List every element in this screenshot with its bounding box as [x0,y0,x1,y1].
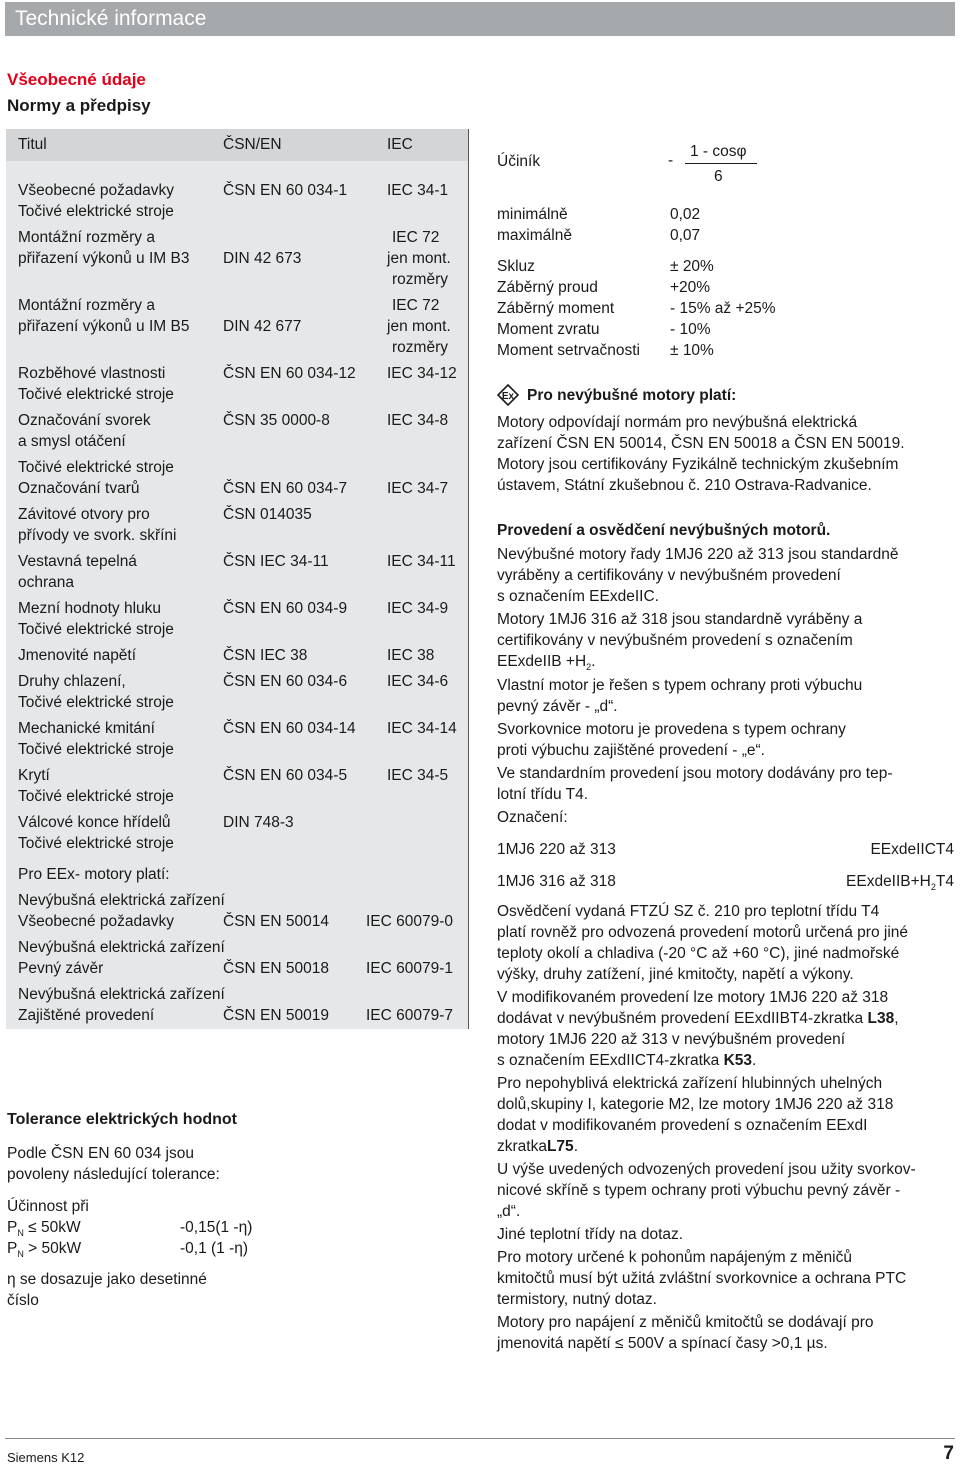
design-text: dodat v modifikovaném provedení s označením EExdI [497,1117,868,1134]
norm-iec: IEC 34-9 [387,600,449,617]
norm-title: Montážní rozměry a [18,297,155,314]
marking-motor: 1MJ6 220 až 313 [497,841,616,858]
tolerance-title: Tolerance elektrických hodnot [7,1111,237,1128]
power-factor-label: Účiník [497,153,541,170]
eex-csn: ČSN EN 50018 [223,960,329,977]
ex-text-line: Motory odpovídají normám pro nevýbušná elektrická [497,414,858,431]
efficiency-label: Účinnost při [7,1198,89,1215]
design-text: platí rovněž pro odvozená provedení motorů určená pro jiné [497,924,908,941]
norm-iec: IEC 34-12 [387,365,457,382]
norm-csn: ČSN EN 60 034-5 [223,767,348,784]
efficiency-value-1: -0,15(1 -η) [180,1219,253,1236]
norm-iec: IEC 72 [392,297,440,314]
tol-label: Moment setrvačnosti [497,342,640,359]
norm-title: Mechanické kmitání [18,720,155,737]
norm-iec: IEC 34-14 [387,720,457,737]
tol-label: Moment zvratu [497,321,600,338]
design-text: Svorkovnice motoru je provedena s typem ochrany [497,721,846,738]
eta-note: číslo [7,1292,39,1309]
norm-iec: jen mont. [387,318,451,335]
design-text: certifikovány v nevýbušném provedení s označením [497,632,853,649]
marking-code-b: T4 [935,873,954,890]
abbreviation-l38: L38 [867,1010,895,1027]
ex-icon [497,384,519,406]
design-text: kmitočtů musí být užitá zvláštní svorkovnice a ochrana PTC [497,1270,907,1287]
eex-line: Nevýbušná elektrická zařízení [18,939,225,956]
design-text-end: . [573,1138,578,1155]
norm-title: ochrana [18,574,75,591]
tolerance-intro: povoleny následující tolerance: [7,1166,220,1183]
norm-csn: DIN 748-3 [223,814,294,831]
norm-title: Rozběhové vlastnosti [18,365,166,382]
norm-iec: rozměry [392,339,448,356]
norm-title: Označování tvarů [18,480,140,497]
design-text: proti výbuchu zajištěné provedení - „e“. [497,742,765,759]
ex-text-line: ústavem, Státní zkušebnou č. 210 Ostrava-Radvanice. [497,477,872,494]
design-title: Provedení a osvědčení nevýbušných motorů. [497,522,831,539]
norm-title: Závitové otvory pro [18,506,150,523]
norm-title: Krytí [18,767,50,784]
norm-csn: ČSN 35 0000-8 [223,412,330,429]
col-header-iec: IEC [387,136,413,153]
tol-label: Skluz [497,258,535,275]
norm-title: Točivé elektrické stroje [18,741,174,758]
norm-csn: ČSN EN 60 034-7 [223,480,348,497]
norm-csn: ČSN EN 60 034-6 [223,673,348,690]
eex-line: Nevýbušná elektrická zařízení [18,892,225,909]
norm-iec: IEC 34-6 [387,673,449,690]
section-title: Všeobecné údaje [7,70,146,89]
eex-line: Zajištěné provedení [18,1007,155,1024]
design-text: motory 1MJ6 220 až 313 v nevýbušném provedení [497,1031,846,1048]
norm-csn: ČSN EN 60 034-14 [223,720,356,737]
design-text: Vlastní motor je řešen s typem ochrany proti výbuchu [497,677,863,694]
norm-title: přívody ve svork. skříni [18,527,177,544]
design-text: pevný závěr - „d“. [497,698,618,715]
design-text: Jiné teplotní třídy na dotaz. [497,1226,684,1243]
norm-title: Jmenovité napětí [18,647,137,664]
pf-max-value: 0,07 [670,227,701,244]
design-text: „d“. [497,1203,521,1220]
design-text: Ve standardním provedení jsou motory dodávány pro tep- [497,765,893,782]
norm-iec: IEC 72 [392,229,440,246]
power-factor-denominator: 6 [714,168,723,185]
marking-end: . [591,653,596,670]
design-text: Pro motory určené k pohonům napájeným z měničů [497,1249,852,1266]
design-text: jmenovitá napětí ≤ 500V a spínací časy >0,1 µs. [497,1335,828,1352]
eex-csn: ČSN EN 50019 [223,1007,329,1024]
norm-title: Označování svorek [18,412,151,429]
tol-value: ± 10% [670,342,714,359]
norm-iec: IEC 34-7 [387,480,449,497]
eex-line: Nevýbušná elektrická zařízení [18,986,225,1003]
ex-text-line: Motory jsou certifikovány Fyzikálně technickým zkušebním [497,456,899,473]
design-text-end: . [752,1052,757,1069]
design-text: teploty okolí a chladiva (-20 °C až +60 °C), jiné nadmořské [497,945,900,962]
norm-title: Vestavná tepelná [18,553,137,570]
design-text: výšky, druhy zatížení, jiné kmitočty, napětí a výkony. [497,966,854,983]
design-text: Pro nepohyblivá elektrická zařízení hlubinných uhelných [497,1075,883,1092]
norm-iec: IEC 34-11 [387,553,456,570]
design-text: s označením EExdeIIC. [497,588,659,605]
norm-title: Točivé elektrické stroje [18,694,174,711]
norm-iec: IEC 34-8 [387,412,449,429]
power-factor-minus: - [668,152,674,169]
tol-value: - 10% [670,321,711,338]
pn-subscript: N [17,1228,24,1239]
eex-csn: ČSN EN 50014 [223,913,329,930]
tol-label: Záběrný proud [497,279,598,296]
design-text [497,1050,756,1071]
design-text: Osvědčení vydaná FTZÚ SZ č. 210 pro teplotní třídu T4 [497,903,880,920]
norm-title: Montážní rozměry a [18,229,155,246]
marking-text: EExdeIIB +H [497,653,587,670]
design-text: Motory pro napájení z měničů kmitočtů se dodávají pro [497,1314,874,1331]
efficiency-value-2: -0,1 (1 -η) [180,1240,249,1257]
eex-intro: Pro EEx- motory platí: [18,866,170,883]
page-number: 7 [943,1443,954,1464]
footer-divider [5,1438,955,1439]
pn-subscript: N [17,1249,24,1260]
norm-csn: ČSN EN 60 034-12 [223,365,356,382]
norm-title: a smysl otáčení [18,433,126,450]
eex-line: Pevný závěr [18,960,104,977]
marking-code: EExdeIICT4 [870,841,954,858]
tol-value: ± 20% [670,258,714,275]
marking-code-a: EExdeIIB+H [846,873,931,890]
ex-text-line: zařízení ČSN EN 50014, ČSN EN 50018 a ČSN EN 50019. [497,435,905,452]
efficiency-row-2 [7,1238,81,1265]
norm-iec: rozměry [392,271,448,288]
norm-csn: DIN 42 677 [223,318,302,335]
design-text: nicové skříně s typem ochrany proti výbuchu pevný závěr - [497,1182,901,1199]
design-text: Motory 1MJ6 316 až 318 jsou standardně vyráběny a [497,611,863,628]
norm-title: přiřazení výkonů u IM B3 [18,250,190,267]
tolerance-intro: Podle ČSN EN 60 034 jsou [7,1145,194,1162]
svg-text:Ex: Ex [501,391,515,402]
col-header-title: Titul [18,136,47,153]
norm-csn: ČSN 014035 [223,506,312,523]
norm-csn: DIN 42 673 [223,250,302,267]
power-factor-numerator: 1 - cosφ [690,143,747,160]
design-text-part: dodávat v nevýbušném provedení EExdIIBT4-zkratka [497,1010,868,1027]
marking-code-sub: 2 [930,882,936,893]
pn-condition: > 50kW [23,1240,82,1257]
pn-symbol: P [7,1219,18,1236]
design-text: lotní třídu T4. [497,786,589,803]
eex-line: Všeobecné požadavky [18,913,174,930]
design-text: U výše uvedených odvozených provedení jsou užity svorkov- [497,1161,916,1178]
eta-note: η se dosazuje jako desetinné [7,1271,207,1288]
eex-iec: IEC 60079-7 [366,1007,454,1024]
ex-section-title: Pro nevýbušné motory platí: [527,387,737,404]
design-text: V modifikovaném provedení lze motory 1MJ6 220 až 318 [497,989,889,1006]
norm-csn: ČSN IEC 34-11 [223,553,329,570]
norm-title: Točivé elektrické stroje [18,386,174,403]
norm-iec: IEC 34-1 [387,182,449,199]
norm-csn: ČSN IEC 38 [223,647,308,664]
norm-title: Točivé elektrické stroje [18,459,174,476]
norms-table [6,129,469,1029]
norm-csn: ČSN EN 60 034-9 [223,600,348,617]
pf-min-value: 0,02 [670,206,701,223]
design-text: Nevýbušné motory řady 1MJ6 220 až 313 jsou standardně [497,546,899,563]
col-header-csn: ČSN/EN [223,136,282,153]
section-subtitle: Normy a předpisy [7,96,151,115]
norm-title: Druhy chlazení, [18,673,126,690]
marking-label: Označení: [497,809,568,826]
pn-symbol: P [7,1240,18,1257]
design-text [497,1136,578,1157]
norm-title: Mezní hodnoty hluku [18,600,162,617]
design-text-end: , [894,1010,899,1027]
footer-catalog: Siemens K12 [7,1450,85,1465]
design-text-part: s označením EExdIICT4-zkratka [497,1052,724,1069]
fraction-line [685,163,757,164]
marking-motor: 1MJ6 316 až 318 [497,873,616,890]
header-bar [5,2,955,36]
norm-iec: jen mont. [387,250,451,267]
pn-condition: ≤ 50kW [23,1219,81,1236]
tol-label: Záběrný moment [497,300,615,317]
eex-iec: IEC 60079-0 [366,913,454,930]
norm-title: Válcové konce hřídelů [18,814,171,831]
norm-iec: IEC 38 [387,647,435,664]
norm-title: přiřazení výkonů u IM B5 [18,318,190,335]
pf-max-label: maximálně [497,227,572,244]
eex-iec: IEC 60079-1 [366,960,454,977]
design-text-part: zkratka [497,1138,547,1155]
norm-title: Točivé elektrické stroje [18,788,174,805]
page-header-title: Technické informace [15,7,207,30]
norm-title: Točivé elektrické stroje [18,621,174,638]
tol-value: +20% [670,279,711,296]
abbreviation-l75: L75 [546,1138,574,1155]
norm-title: Všeobecné požadavky [18,182,174,199]
norm-title: Točivé elektrické stroje [18,203,174,220]
tol-value: - 15% až +25% [670,300,776,317]
design-text [497,1008,899,1029]
marking-subscript: 2 [586,662,592,673]
design-text: termistory, nutný dotaz. [497,1291,657,1308]
abbreviation-k53: K53 [723,1052,752,1069]
norm-csn: ČSN EN 60 034-1 [223,182,348,199]
design-text: dolů,skupiny I, kategorie M2, lze motory 1MJ6 220 až 318 [497,1096,894,1113]
pf-min-label: minimálně [497,206,568,223]
norm-title: Točivé elektrické stroje [18,835,174,852]
marking-code [846,871,954,898]
norm-iec: IEC 34-5 [387,767,449,784]
design-text: vyráběny a certifikovány v nevýbušném provedení [497,567,841,584]
